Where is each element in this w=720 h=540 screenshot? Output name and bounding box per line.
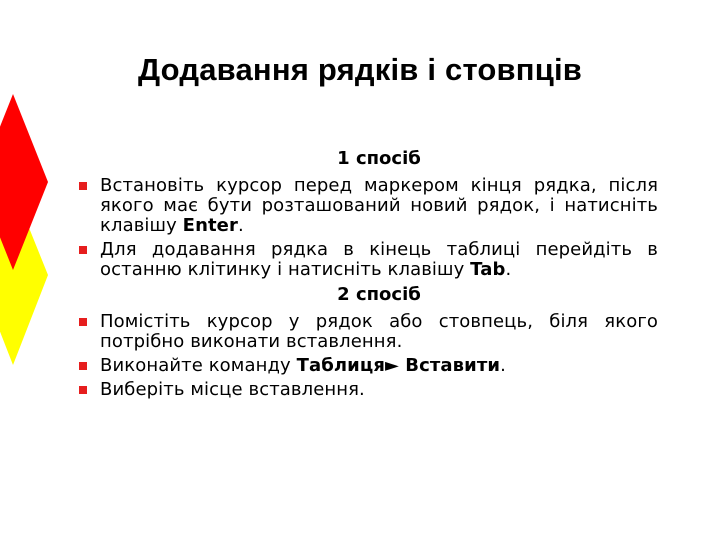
list-item-text: Для додавання рядка в кінець таблиці перейдіть в останню клітинку і натисніть клавішу Tab.	[100, 239, 658, 280]
list-item	[76, 176, 658, 236]
list-item-text: Встановіть курсор перед маркером кінця рядка, після якого має бути розташований новий рядок, і натисніть клавішу Enter.	[100, 175, 658, 236]
bullet-icon	[79, 182, 87, 190]
list-item-text: Виберіть місце вставлення.	[100, 379, 365, 400]
list-item	[76, 380, 658, 400]
slide-title: Додавання рядків і стовпців	[137, 52, 583, 87]
bullet-icon	[79, 246, 87, 254]
list-item-text: Помістіть курсор у рядок або стовпець, біля якого потрібно виконати вставлення.	[100, 311, 658, 352]
bullet-icon	[79, 386, 87, 394]
bullet-icon	[79, 362, 87, 370]
bullet-icon	[79, 318, 87, 326]
method-2-heading: 2 спосіб	[337, 284, 421, 305]
list-item	[76, 240, 658, 280]
slide-content	[76, 149, 658, 404]
list-item	[76, 312, 658, 352]
list-item	[76, 356, 658, 376]
method-1-heading: 1 спосіб	[337, 148, 421, 169]
list-item-text: Виконайте команду Таблиця► Вставити.	[100, 355, 506, 376]
